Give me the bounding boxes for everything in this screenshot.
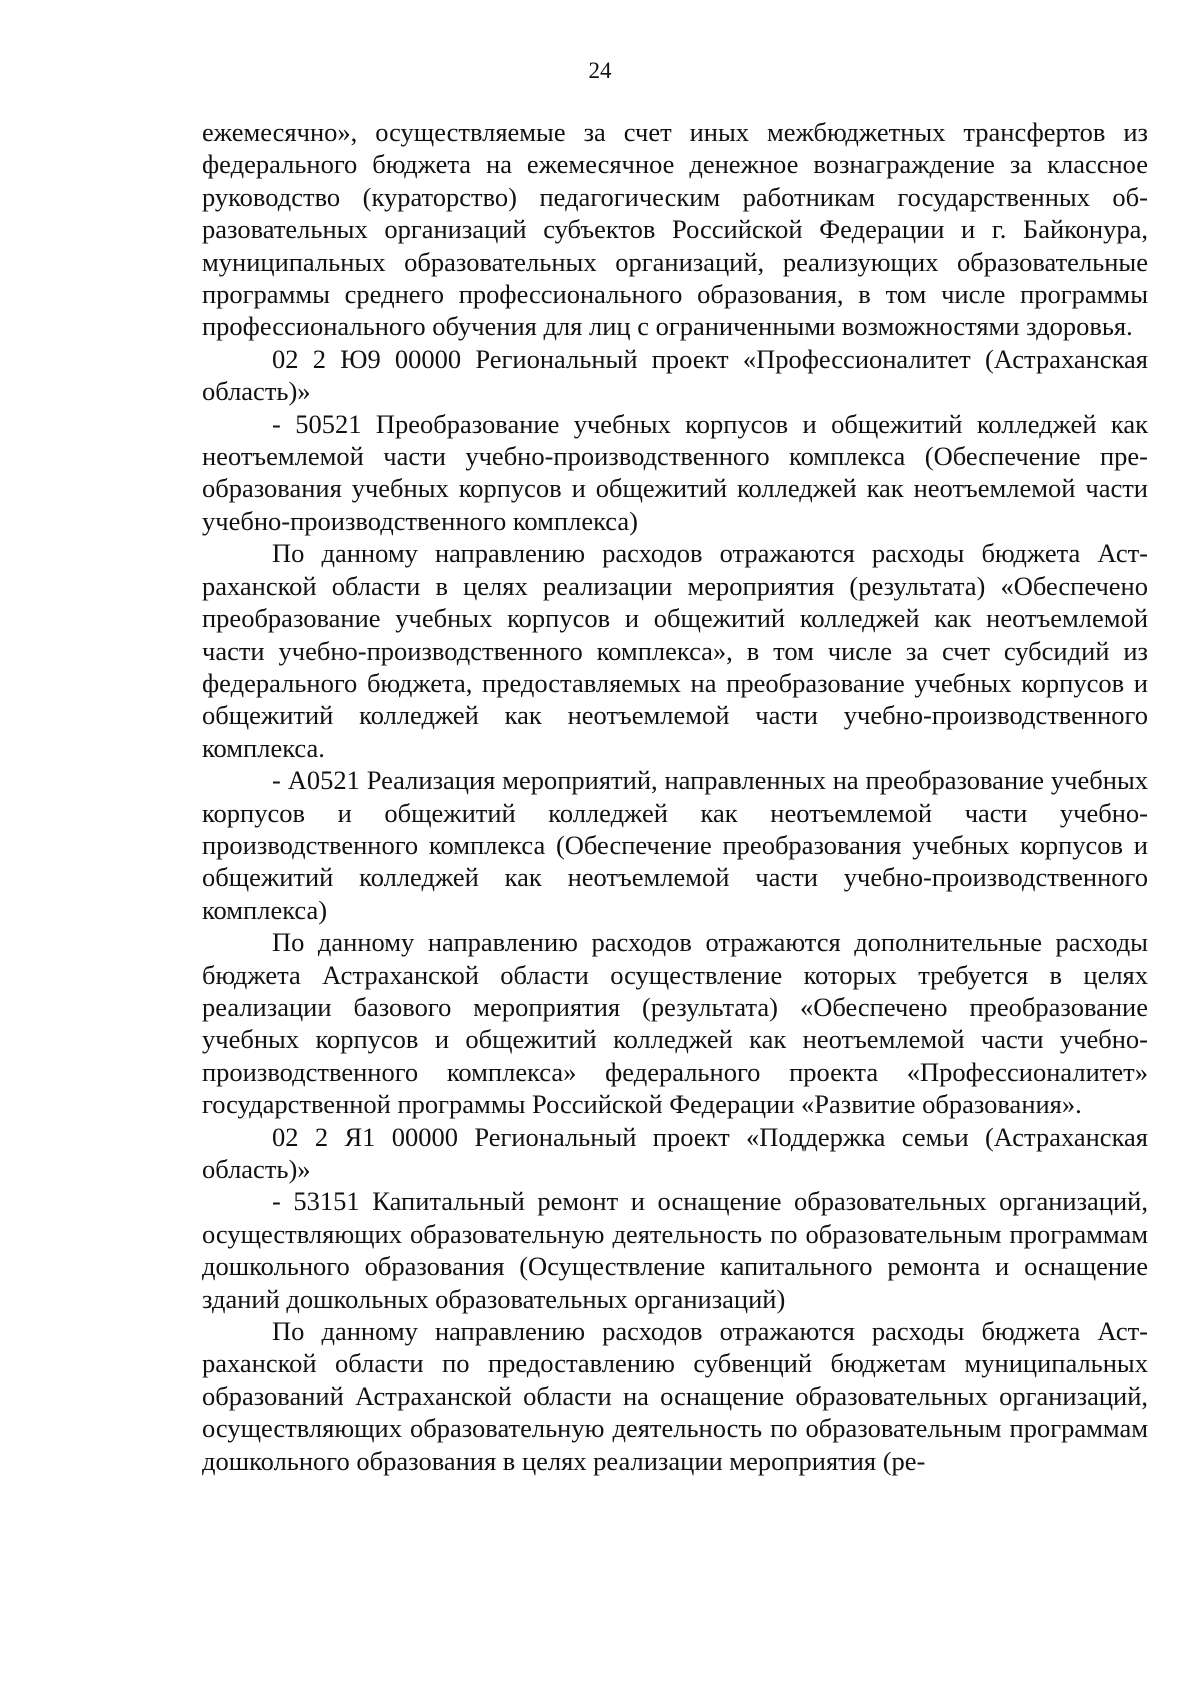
paragraph-heading-project-professionalitet: 02 2 Ю9 00000 Региональный проект «Профессионалитет (Астраханская область)»	[202, 343, 1148, 407]
document-body	[202, 116, 1148, 1477]
page-number: 24	[588, 58, 612, 83]
paragraph-item-a0521: - А0521 Реализация мероприятий, направленных на преобразование учебных корпусов и общежитий колледжей как неотъемлемой части учебно-производственного комплекса (Обеспечение преобразования учебных корпусов и общежитий колледжей как неотъемлемой части учебно-производственного комплекса)	[202, 765, 1148, 925]
paragraph-description-53151: По данному направлению расходов отражаются расходы бюджета Астраханской области по предоставлению субвенций бюджетам муниципальных образований Астраханской области на оснащение образовательных организаций, осуществляющих образовательную деятельность по образовательным программам дошкольного образования в целях реализации мероприятия (ре-	[202, 1316, 1148, 1476]
paragraph-item-50521: - 50521 Преобразование учебных корпусов и общежитий колледжей как неотъемлемой части учебно-производственного комплекса (Обеспечение преобразования учебных корпусов и общежитий колледжей как неотъемлемой части учебно-производственного комплекса)	[202, 408, 1148, 536]
paragraph-heading-project-family-support: 02 2 Я1 00000 Региональный проект «Поддержка семьи (Астраханская область)»	[202, 1121, 1148, 1184]
paragraph-description-50521: По данному направлению расходов отражаются расходы бюджета Астраханской области в целях реализации мероприятия (результата) «Обеспечено преобразование учебных корпусов и общежитий колледжей как неотъемлемой части учебно-производственного комплекса», в том числе за счет субсидий из федерального бюджета, предоставляемых на преобразование учебных корпусов и общежитий колледжей как неотъемлемой части учебно-производственного комплекса.	[202, 538, 1148, 763]
paragraph-continuation: ежемесячно», осуществляемые за счет иных межбюджетных трансфертов из федерального бюджета на ежемесячное денежное вознаграждение за классное руководство (кураторство) педагогическим работникам государственных образовательных организаций субъектов Российской Федерации и г. Байконура, муниципальных образовательных организаций, реализующих образовательные программы среднего профессионального образования, в том числе программы профессионального обучения для лиц с ограниченными возможностями здоровья.	[202, 117, 1148, 342]
paragraph-description-a0521: По данному направлению расходов отражаются дополнительные расходы бюджета Астраханской области осуществление которых требуется в целях реализации базового мероприятия (результата) «Обеспечено преобразование учебных корпусов и общежитий колледжей как неотъемлемой части учебно-производственного комплекса» федерального проекта «Профессионалитет» государственной программы Российской Федерации «Развитие образования».	[202, 927, 1148, 1120]
paragraph-item-53151: - 53151 Капитальный ремонт и оснащение образовательных организаций, осуществляющих образовательную деятельность по образовательным программам дошкольного образования (Осуществление капитального ремонта и оснащение зданий дошкольных образовательных организаций)	[202, 1186, 1148, 1314]
